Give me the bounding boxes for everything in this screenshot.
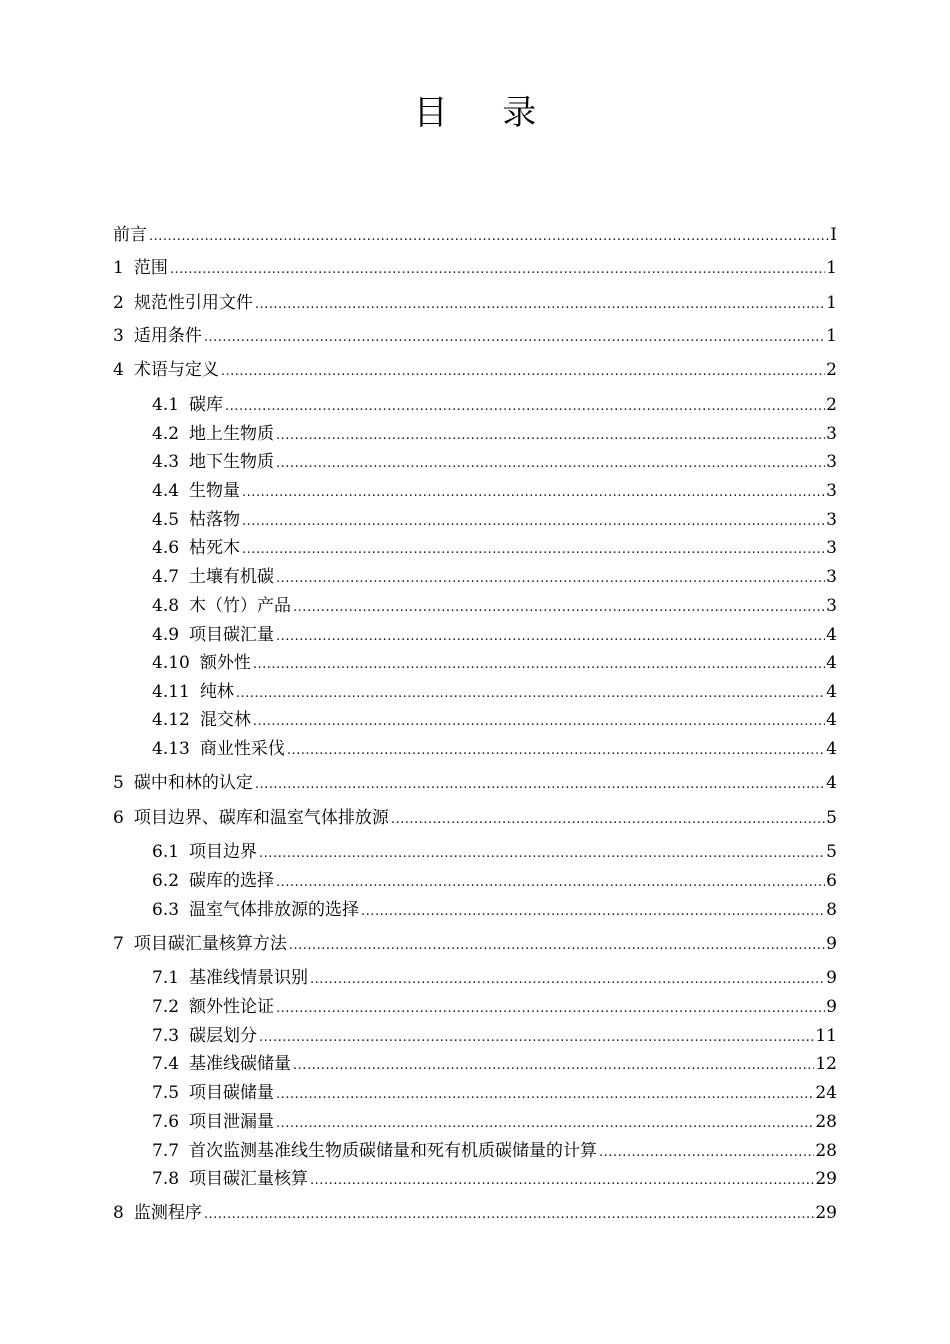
toc-entry-number: 2 <box>113 293 124 313</box>
toc-dot-leader <box>259 1025 814 1049</box>
toc-entry[interactable] <box>152 1023 837 1049</box>
toc-entry-number: 5 <box>113 773 124 793</box>
toc-entry-page: 3 <box>826 596 837 616</box>
toc-entry-number: 4.5 <box>152 510 180 530</box>
toc-dot-leader <box>236 681 825 705</box>
toc-entry-page: 12 <box>815 1054 837 1074</box>
toc-dot-leader <box>242 480 825 504</box>
toc-entry[interactable] <box>152 650 837 676</box>
toc-dot-leader <box>221 359 825 383</box>
toc-entry-number: 7.1 <box>152 968 180 988</box>
toc-entry-title: 项目碳汇量核算 <box>189 1169 309 1189</box>
toc-entry[interactable] <box>113 222 837 248</box>
toc-entry-page: 4 <box>826 710 837 730</box>
toc-dot-leader <box>253 709 825 733</box>
toc-entry-title: 碳层划分 <box>189 1026 258 1046</box>
toc-entry-number: 7.5 <box>152 1083 180 1103</box>
toc-entry[interactable] <box>152 392 837 418</box>
toc-entry-number: 4.13 <box>152 739 190 759</box>
toc-entry-page: 2 <box>826 395 837 415</box>
toc-dot-leader <box>293 1053 814 1077</box>
toc-entry-number: 4.3 <box>152 452 180 472</box>
toc-entry-page: 4 <box>826 739 837 759</box>
toc-dot-leader <box>225 394 825 418</box>
toc-entry-title: 监测程序 <box>133 1203 202 1223</box>
toc-entry-title: 适用条件 <box>133 326 202 346</box>
toc-entry-number: 7.7 <box>152 1141 180 1161</box>
toc-dot-leader <box>276 870 825 894</box>
toc-entry-number: 4.1 <box>152 395 180 415</box>
toc-entry-page: 8 <box>826 900 837 920</box>
toc-entry[interactable] <box>113 323 837 349</box>
toc-entry-page: 29 <box>815 1203 837 1223</box>
toc-dot-leader <box>276 1082 814 1106</box>
toc-entry-number: 3 <box>113 326 124 346</box>
toc-entry-number: 7 <box>113 934 124 954</box>
toc-entry[interactable] <box>152 707 837 733</box>
toc-entry-title: 混交林 <box>199 710 251 730</box>
toc-dot-leader <box>255 772 825 796</box>
toc-dot-leader <box>276 423 825 447</box>
toc-dot-leader <box>276 996 825 1020</box>
toc-entry-number: 4.9 <box>152 625 180 645</box>
toc-entry[interactable] <box>152 839 837 865</box>
toc-dot-leader <box>310 1168 814 1192</box>
toc-entry[interactable] <box>152 622 837 648</box>
toc-entry-number: 6.3 <box>152 900 180 920</box>
toc-entry[interactable] <box>113 1200 837 1226</box>
toc-entry[interactable] <box>113 931 837 957</box>
toc-dot-leader <box>276 624 825 648</box>
toc-entry-title: 碳中和林的认定 <box>133 773 253 793</box>
toc-entry-title: 温室气体排放源的选择 <box>189 900 360 920</box>
toc-entry[interactable] <box>152 564 837 590</box>
toc-entry[interactable] <box>152 868 837 894</box>
toc-entry-number: 6.2 <box>152 871 180 891</box>
toc-entry[interactable] <box>152 1080 837 1106</box>
toc-dot-leader <box>289 933 825 957</box>
toc-dot-leader <box>170 257 825 281</box>
toc-dot-leader <box>391 807 825 831</box>
toc-entry-title: 额外性 <box>199 653 251 673</box>
toc-entry-number: 4.12 <box>152 710 190 730</box>
toc-entry-title: 项目泄漏量 <box>189 1112 275 1132</box>
toc-entry[interactable] <box>152 736 837 762</box>
toc-entry-title: 项目边界 <box>189 842 258 862</box>
toc-entry-page: 9 <box>826 934 837 954</box>
toc-entry-number: 7.4 <box>152 1054 180 1074</box>
toc-entry-title: 项目碳汇量核算方法 <box>133 934 287 954</box>
toc-entry-page: 24 <box>815 1083 837 1103</box>
toc-dot-leader <box>276 1111 814 1135</box>
toc-entry-page: 4 <box>826 625 837 645</box>
toc-entry-page: 5 <box>826 808 837 828</box>
toc-entry-number: 4 <box>113 360 124 380</box>
toc-entry[interactable] <box>152 994 837 1020</box>
toc-entry-title: 基准线情景识别 <box>189 968 309 988</box>
toc-entry-page: 29 <box>815 1169 837 1189</box>
toc-entry-page: 6 <box>826 871 837 891</box>
toc-dot-leader <box>242 537 825 561</box>
toc-dot-leader <box>204 325 825 349</box>
toc-entry-number: 6 <box>113 808 124 828</box>
toc-entry-page: 3 <box>826 481 837 501</box>
toc-entry-title: 项目边界、碳库和温室气体排放源 <box>133 808 389 828</box>
toc-dot-leader <box>204 1202 815 1226</box>
page-title: 目 录 <box>413 93 559 133</box>
toc-entry[interactable] <box>152 679 837 705</box>
toc-entry[interactable] <box>113 357 837 383</box>
toc-entry-page: 4 <box>826 682 837 702</box>
toc-entry[interactable] <box>113 255 837 281</box>
toc-entry-page: 3 <box>826 538 837 558</box>
toc-entry-page: 28 <box>815 1112 837 1132</box>
toc-entry-page: 3 <box>826 567 837 587</box>
toc-entry-title: 额外性论证 <box>189 997 275 1017</box>
toc-entry-page: 3 <box>826 510 837 530</box>
toc-entry-number: 4.6 <box>152 538 180 558</box>
toc-entry-page: 3 <box>826 452 837 472</box>
toc-entry-number: 7.2 <box>152 997 180 1017</box>
toc-entry[interactable] <box>152 1051 837 1077</box>
toc-entry-title: 基准线碳储量 <box>189 1054 292 1074</box>
toc-entry-title: 木（竹）产品 <box>189 596 292 616</box>
toc-dot-leader <box>361 899 825 923</box>
toc-entry-page: 3 <box>826 424 837 444</box>
toc-entry-title: 项目碳储量 <box>189 1083 275 1103</box>
toc-entry-number: 7.8 <box>152 1169 180 1189</box>
toc-entry-page: 4 <box>826 773 837 793</box>
toc-entry[interactable] <box>152 535 837 561</box>
toc-entry-title: 规范性引用文件 <box>133 293 253 313</box>
toc-entry-page: 1 <box>826 258 837 278</box>
toc-entry-number: 4.4 <box>152 481 180 501</box>
toc-dot-leader <box>255 292 825 316</box>
toc-entry-title: 地下生物质 <box>189 452 275 472</box>
toc-entry[interactable] <box>113 290 837 316</box>
toc-entry-number: 6.1 <box>152 842 180 862</box>
toc-entry-title: 首次监测基准线生物质碳储量和死有机质碳储量的计算 <box>189 1141 598 1161</box>
toc-entry-number: 7.3 <box>152 1026 180 1046</box>
toc-entry-page: 5 <box>826 842 837 862</box>
toc-entry[interactable] <box>152 965 837 991</box>
toc-entry-title: 纯林 <box>199 682 234 702</box>
toc-entry-page: 9 <box>826 997 837 1017</box>
toc-entry-number: 7.6 <box>152 1112 180 1132</box>
toc-entry[interactable] <box>152 1138 837 1164</box>
toc-entry-title: 生物量 <box>189 481 241 501</box>
toc-dot-leader <box>276 566 825 590</box>
toc-entry-number: 4.10 <box>152 653 190 673</box>
toc-entry-page: 28 <box>815 1141 837 1161</box>
toc-entry-title: 枯落物 <box>189 510 241 530</box>
toc-entry-page: 4 <box>826 653 837 673</box>
toc-entry[interactable] <box>152 421 837 447</box>
toc-entry-title: 土壤有机碳 <box>189 567 275 587</box>
toc-dot-leader <box>259 841 825 865</box>
toc-entry-page: 1 <box>826 326 837 346</box>
toc-entry[interactable] <box>152 897 837 923</box>
toc-entry[interactable] <box>113 770 837 796</box>
toc-entry-title: 商业性采伐 <box>199 739 285 759</box>
toc-entry-title: 枯死木 <box>189 538 241 558</box>
toc-dot-leader <box>599 1140 814 1164</box>
toc-entry[interactable] <box>152 507 837 533</box>
toc-entry[interactable] <box>152 1166 837 1192</box>
toc-dot-leader <box>310 967 825 991</box>
toc-dot-leader <box>276 451 825 475</box>
toc-entry[interactable] <box>152 1109 837 1135</box>
toc-entry[interactable] <box>152 449 837 475</box>
toc-entry-number: 4.11 <box>152 682 190 702</box>
toc-entry-number: 4.7 <box>152 567 180 587</box>
toc-entry-number: 1 <box>113 258 124 278</box>
toc-entry-title: 地上生物质 <box>189 424 275 444</box>
toc-entry-title: 术语与定义 <box>133 360 219 380</box>
toc-dot-leader <box>253 652 825 676</box>
toc-entry-page: I <box>830 225 837 245</box>
toc-entry-page: 1 <box>826 293 837 313</box>
toc-entry[interactable] <box>152 593 837 619</box>
toc-entry-title: 范围 <box>133 258 168 278</box>
toc-entry-page: 9 <box>826 968 837 988</box>
toc-dot-leader <box>242 509 825 533</box>
toc-entry-title: 项目碳汇量 <box>189 625 275 645</box>
toc-entry[interactable] <box>152 478 837 504</box>
toc-entry-page: 2 <box>826 360 837 380</box>
toc-entry-title: 碳库 <box>189 395 224 415</box>
toc-dot-leader <box>293 595 825 619</box>
toc-dot-leader <box>149 224 829 248</box>
toc-dot-leader <box>287 738 825 762</box>
toc-entry-page: 11 <box>815 1026 837 1046</box>
toc-entry-number: 4.2 <box>152 424 180 444</box>
toc-entry-number: 8 <box>113 1203 124 1223</box>
toc-entry-title: 碳库的选择 <box>189 871 275 891</box>
toc-entry[interactable] <box>113 805 837 831</box>
toc-entry-title: 前言 <box>113 225 147 245</box>
toc-entry-number: 4.8 <box>152 596 180 616</box>
